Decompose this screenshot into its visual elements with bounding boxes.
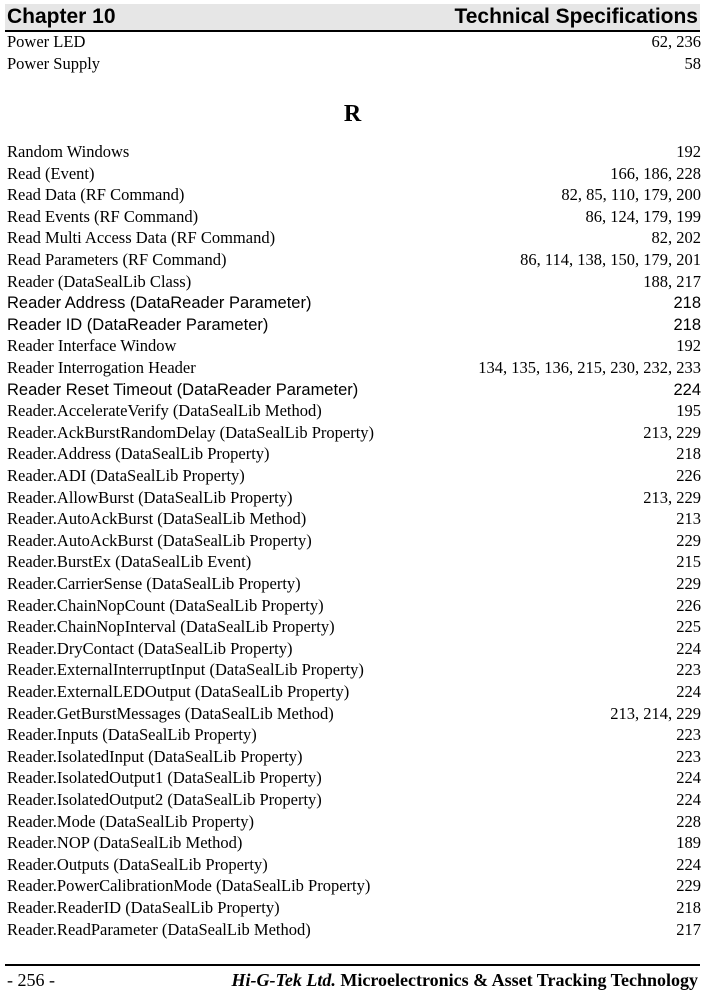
index-pages: 223 — [676, 746, 701, 766]
index-pages: 62, 236 — [651, 32, 701, 51]
index-term: Power LED — [7, 32, 86, 51]
index-term: Reader.IsolatedInput (DataSealLib Property) — [7, 746, 303, 766]
index-term: Reader Interrogation Header — [7, 358, 196, 377]
index-pages: 134, 135, 136, 215, 230, 232, 233 — [478, 358, 701, 377]
index-pages: 58 — [684, 54, 701, 73]
index-term: Reader Reset Timeout (DataReader Parameter) — [7, 380, 359, 399]
index-term: Reader Address (DataReader Parameter) — [7, 294, 312, 313]
index-pages: 213 — [676, 509, 701, 529]
index-pages: 82, 202 — [651, 228, 701, 248]
page-footer — [5, 964, 700, 992]
index-pages: 223 — [676, 725, 701, 745]
index-pages: 224 — [676, 682, 701, 701]
index-pages: 226 — [676, 595, 701, 615]
index-term: Read Data (RF Command) — [7, 185, 185, 205]
index-term: Reader (DataSealLib Class) — [7, 271, 192, 291]
index-term: Read (Event) — [7, 163, 95, 183]
index-pages: 224 — [676, 790, 701, 809]
index-term: Reader.AllowBurst (DataSealLib Property) — [7, 487, 293, 507]
index-pages: 213, 229 — [643, 487, 701, 507]
index-pages: 215 — [676, 552, 701, 572]
index-pages: 192 — [676, 336, 701, 356]
index-pages: 218 — [676, 898, 701, 917]
index-term: Reader.GetBurstMessages (DataSealLib Method) — [7, 703, 334, 723]
index-pages: 224 — [676, 768, 701, 788]
index-term: Read Multi Access Data (RF Command) — [7, 228, 276, 248]
index-pages: 223 — [676, 660, 701, 680]
index-pages: 188, 217 — [643, 271, 701, 291]
page-header — [5, 4, 700, 32]
index-term: Reader.IsolatedOutput1 (DataSealLib Property) — [7, 768, 322, 788]
index-pages: 195 — [676, 401, 701, 421]
index-pages: 217 — [676, 919, 701, 939]
index-term: Reader.Outputs (DataSealLib Property) — [7, 854, 268, 874]
index-pages: 224 — [673, 380, 701, 399]
chapter-title: Technical Specifications — [454, 5, 698, 28]
index-pages: 228 — [676, 811, 701, 831]
index-pages: 218 — [673, 315, 701, 334]
company-credit — [232, 968, 698, 992]
chapter-label: Chapter 10 — [7, 5, 116, 28]
index-pages: 225 — [676, 617, 701, 637]
index-term: Read Parameters (RF Command) — [7, 250, 227, 269]
index-term: Reader.PowerCalibrationMode (DataSealLib Property) — [7, 876, 371, 896]
index-term: Reader.AckBurstRandomDelay (DataSealLib Property) — [7, 422, 375, 442]
index-term: Read Events (RF Command) — [7, 206, 199, 226]
index-pages: 218 — [673, 294, 701, 313]
section-letter: R — [343, 101, 362, 127]
index-pages: 229 — [676, 530, 701, 550]
index-term: Reader.CarrierSense (DataSealLib Property) — [7, 574, 301, 593]
index-term: Reader.ADI (DataSealLib Property) — [7, 466, 245, 485]
index-pages: 213, 229 — [643, 422, 701, 442]
index-term: Reader.DryContact (DataSealLib Property) — [7, 638, 293, 658]
index-term: Reader.ReadParameter (DataSealLib Method) — [7, 919, 311, 939]
index-term: Reader.BurstEx (DataSealLib Event) — [7, 552, 252, 572]
index-term: Reader.Mode (DataSealLib Property) — [7, 811, 254, 831]
index-term: Power Supply — [7, 54, 101, 73]
index-term: Reader.ChainNopCount (DataSealLib Property) — [7, 595, 324, 615]
index-pages: 224 — [676, 638, 701, 658]
index-term: Random Windows — [7, 142, 130, 161]
index-term: Reader.ChainNopInterval (DataSealLib Property) — [7, 617, 335, 637]
index-pages: 82, 85, 110, 179, 200 — [561, 185, 701, 205]
index-term: Reader Interface Window — [7, 336, 177, 356]
index-pages: 229 — [676, 876, 701, 896]
company-name: Hi-G-Tek Ltd. — [231, 970, 336, 990]
index-pages: 229 — [676, 574, 701, 593]
index-pages: 86, 114, 138, 150, 179, 201 — [520, 250, 701, 269]
index-pages: 86, 124, 179, 199 — [585, 206, 701, 226]
index-pages: 218 — [676, 444, 701, 464]
index-term: Reader.ExternalInterruptInput (DataSealLib Property) — [7, 660, 364, 680]
index-term: Reader.ExternalLEDOutput (DataSealLib Property) — [7, 682, 350, 701]
index-pages: 226 — [676, 466, 701, 485]
page-number: - 256 - — [7, 970, 55, 990]
index-term: Reader ID (DataReader Parameter) — [7, 315, 269, 334]
index-term: Reader.ReaderID (DataSealLib Property) — [7, 898, 280, 917]
index-pages: 189 — [676, 833, 701, 853]
index-term: Reader.Address (DataSealLib Property) — [7, 444, 270, 464]
index-pages: 213, 214, 229 — [610, 703, 701, 723]
index-term: Reader.AccelerateVerify (DataSealLib Method) — [7, 401, 322, 421]
index-term: Reader.Inputs (DataSealLib Property) — [7, 725, 257, 745]
index-term: Reader.NOP (DataSealLib Method) — [7, 833, 243, 853]
index-term: Reader.AutoAckBurst (DataSealLib Method) — [7, 509, 307, 529]
index-term: Reader.IsolatedOutput2 (DataSealLib Property) — [7, 790, 322, 809]
index-pages: 224 — [676, 854, 701, 874]
index-pages: 192 — [676, 142, 701, 161]
index-term: Reader.AutoAckBurst (DataSealLib Property) — [7, 530, 312, 550]
index-pages: 166, 186, 228 — [610, 163, 701, 183]
company-tagline: Microelectronics & Asset Tracking Technology — [340, 970, 698, 990]
